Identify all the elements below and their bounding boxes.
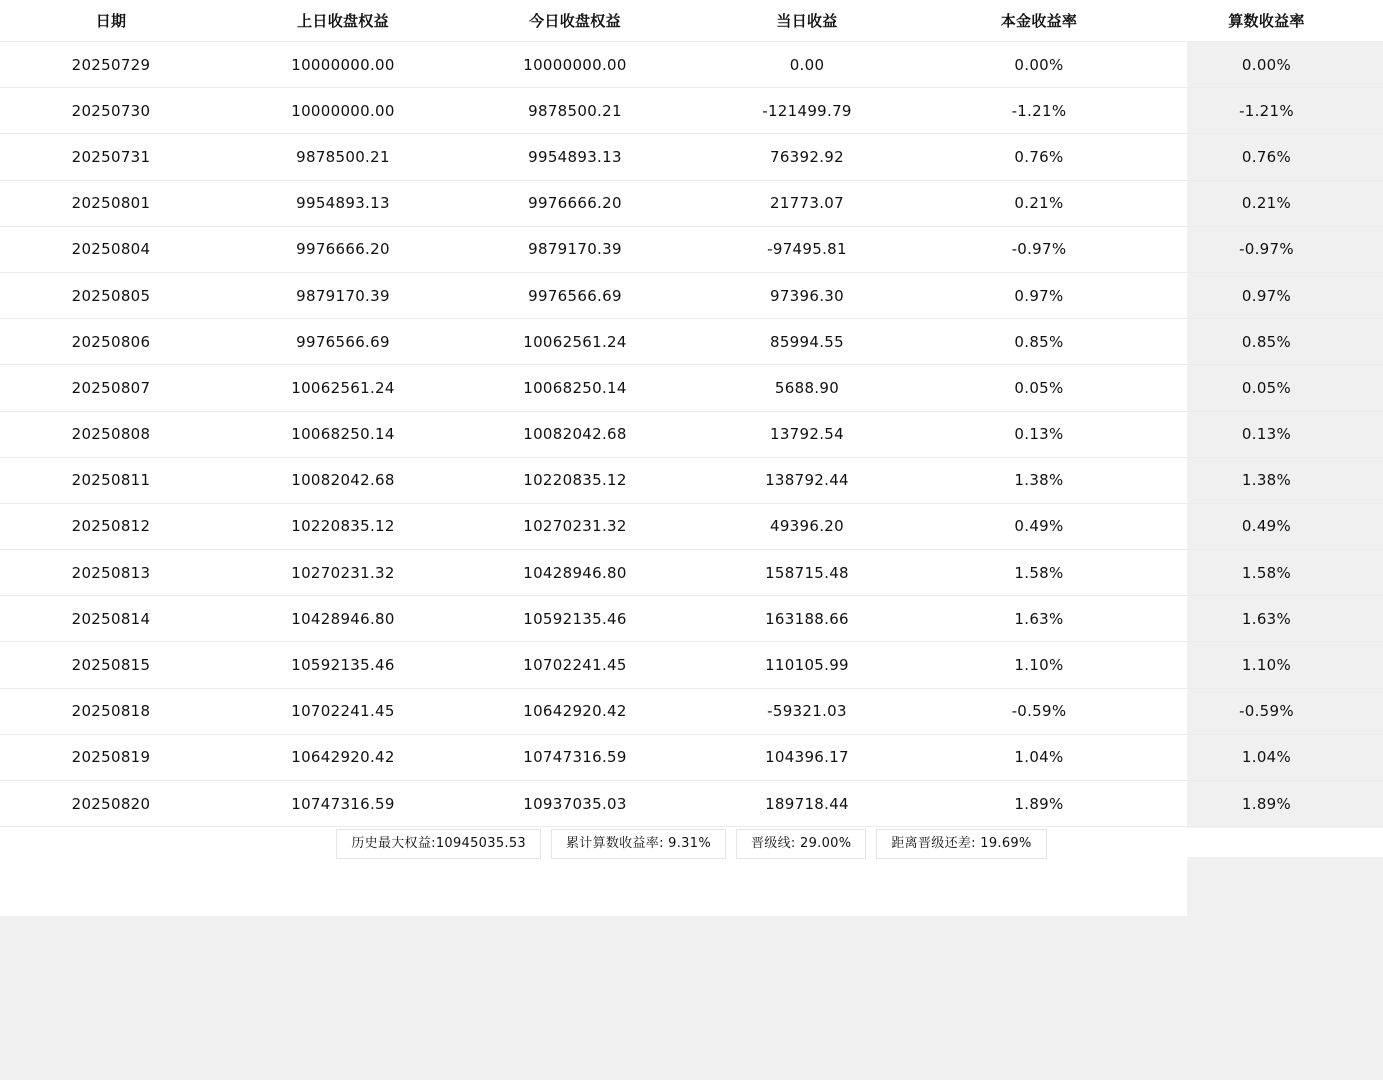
arithmetic-return-rate-cell: 1.10% [1241,656,1292,675]
arithmetic-return-rate-cell: 1.58% [1241,563,1292,582]
prev-close-equity-cell: 10062561.24 [291,378,395,397]
today-close-equity-cell: 10220835.12 [523,471,627,490]
table-row [0,596,1383,642]
prev-close-equity-cell: 10000000.00 [291,55,395,74]
arithmetic-return-rate-cell: 1.63% [1241,609,1292,628]
today-close-equity-cell: 9976666.20 [528,194,622,213]
arithmetic-return-rate-cell: 1.89% [1241,794,1292,813]
principal-return-rate-cell: 1.04% [1014,748,1064,767]
promotion-line-label: 晋级线: 29.00% [736,829,866,859]
principal-return-rate-cell: 1.89% [1014,794,1064,813]
daily-profit-cell: 0.00 [789,55,825,74]
principal-return-rate-cell: 0.85% [1014,332,1064,351]
arithmetic-return-rate-cell: 1.38% [1241,471,1292,490]
prev-close-equity-cell: 10592135.46 [291,656,395,675]
table-row [0,550,1383,596]
today-close-equity-cell: 9976566.69 [528,286,622,305]
prev-close-equity-cell: 9954893.13 [296,194,390,213]
principal-return-rate-cell: 0.49% [1014,517,1064,536]
table-row [0,134,1383,180]
principal-return-rate-cell: 0.13% [1014,425,1064,444]
prev-close-equity-cell: 9878500.21 [296,147,390,166]
daily-profit-cell: 85994.55 [770,332,844,351]
column-header-daily-profit: 当日收益 [776,12,838,30]
date-cell: 20250807 [71,378,151,397]
date-cell: 20250729 [71,55,151,74]
table-row [0,181,1383,227]
date-cell: 20250801 [71,194,151,213]
distance-to-promotion-label: 距离晋级还差: 19.69% [876,829,1046,859]
prev-close-equity-cell: 10270231.32 [291,563,395,582]
daily-profit-cell: 104396.17 [765,748,849,767]
date-cell: 20250806 [71,332,151,351]
arithmetic-return-rate-cell: -0.97% [1239,240,1294,259]
table-header-row [0,0,1383,42]
date-cell: 20250811 [71,471,151,490]
principal-return-rate-cell: 1.10% [1014,656,1064,675]
table-row [0,504,1383,550]
today-close-equity-cell: 10270231.32 [523,517,627,536]
prev-close-equity-cell: 10428946.80 [291,609,395,628]
daily-profit-cell: 110105.99 [765,656,849,675]
principal-return-rate-cell: 1.58% [1014,563,1064,582]
daily-profit-cell: 5688.90 [774,378,840,397]
principal-return-rate-cell: 0.76% [1014,147,1064,166]
prev-close-equity-cell: 9976566.69 [296,332,390,351]
date-cell: 20250818 [71,702,151,721]
table-row [0,642,1383,688]
column-header-today-close-equity: 今日收盘权益 [529,12,621,30]
prev-close-equity-cell: 10000000.00 [291,101,395,120]
daily-profit-cell: -97495.81 [767,240,847,259]
today-close-equity-cell: 10747316.59 [523,748,627,767]
today-close-equity-cell: 9879170.39 [528,240,622,259]
today-close-equity-cell: 10082042.68 [523,425,627,444]
date-cell: 20250804 [71,240,151,259]
date-cell: 20250819 [71,748,151,767]
table-row [0,319,1383,365]
daily-profit-cell: 76392.92 [770,147,844,166]
date-cell: 20250812 [71,517,151,536]
daily-profit-cell: 138792.44 [765,471,849,490]
daily-profit-cell: 21773.07 [770,194,844,213]
daily-profit-cell: 13792.54 [770,425,844,444]
principal-return-rate-cell: -0.97% [1011,240,1067,259]
prev-close-equity-cell: 9976666.20 [296,240,390,259]
table-body [0,42,1383,827]
table-row [0,689,1383,735]
table-row [0,412,1383,458]
today-close-equity-cell: 9878500.21 [528,101,622,120]
date-cell: 20250805 [71,286,151,305]
date-cell: 20250820 [71,794,151,813]
max-equity-label: 历史最大权益:10945035.53 [336,829,541,859]
today-close-equity-cell: 10642920.42 [523,702,627,721]
table-row [0,458,1383,504]
date-cell: 20250808 [71,425,151,444]
arithmetic-return-rate-cell: 1.04% [1241,748,1292,767]
daily-profit-cell: 49396.20 [770,517,844,536]
arithmetic-return-rate-cell: 0.13% [1241,425,1292,444]
column-header-prev-close-equity: 上日收盘权益 [297,12,389,30]
today-close-equity-cell: 10428946.80 [523,563,627,582]
daily-profit-cell: 163188.66 [765,609,849,628]
table-row [0,42,1383,88]
today-close-equity-cell: 10702241.45 [523,656,627,675]
prev-close-equity-cell: 10702241.45 [291,702,395,721]
arithmetic-return-rate-cell: 0.21% [1241,194,1292,213]
date-cell: 20250813 [71,563,151,582]
column-header-date: 日期 [95,12,127,30]
today-close-equity-cell: 10937035.03 [523,794,627,813]
today-close-equity-cell: 9954893.13 [528,147,622,166]
principal-return-rate-cell: -1.21% [1011,101,1067,120]
table-row [0,365,1383,411]
column-header-arithmetic-return-rate: 算数收益率 [1228,12,1305,30]
table-row [0,735,1383,781]
prev-close-equity-cell: 10642920.42 [291,748,395,767]
column-header-principal-return-rate: 本金收益率 [1000,12,1078,30]
prev-close-equity-cell: 10747316.59 [291,794,395,813]
date-cell: 20250731 [71,147,151,166]
table-row [0,227,1383,273]
date-cell: 20250730 [71,101,151,120]
principal-return-rate-cell: 1.63% [1014,609,1064,628]
arithmetic-return-rate-cell: 0.00% [1241,55,1292,74]
daily-profit-cell: -121499.79 [762,101,852,120]
today-close-equity-cell: 10592135.46 [523,609,627,628]
table-row [0,273,1383,319]
arithmetic-return-rate-cell: 0.76% [1241,147,1292,166]
principal-return-rate-cell: 0.00% [1014,55,1064,74]
date-cell: 20250814 [71,609,151,628]
summary-bar [0,829,1383,857]
today-close-equity-cell: 10068250.14 [523,378,627,397]
daily-profit-cell: 189718.44 [765,794,849,813]
table-row [0,88,1383,134]
prev-close-equity-cell: 10068250.14 [291,425,395,444]
principal-return-rate-cell: 0.21% [1014,194,1064,213]
arithmetic-return-rate-cell: 0.85% [1241,332,1292,351]
prev-close-equity-cell: 9879170.39 [296,286,390,305]
arithmetic-return-rate-cell: 0.97% [1241,286,1292,305]
arithmetic-return-rate-cell: -1.21% [1239,101,1294,120]
arithmetic-return-rate-cell: 0.49% [1241,517,1292,536]
daily-profit-cell: 97396.30 [770,286,844,305]
daily-profit-cell: 158715.48 [765,563,849,582]
principal-return-rate-cell: 0.05% [1014,378,1064,397]
daily-profit-cell: -59321.03 [767,702,847,721]
principal-return-rate-cell: 0.97% [1014,286,1064,305]
prev-close-equity-cell: 10220835.12 [291,517,395,536]
arithmetic-return-rate-cell: -0.59% [1239,702,1294,721]
table-row [0,781,1383,827]
arithmetic-return-rate-cell: 0.05% [1241,378,1292,397]
principal-return-rate-cell: 1.38% [1014,471,1064,490]
today-close-equity-cell: 10000000.00 [523,55,627,74]
date-cell: 20250815 [71,656,151,675]
today-close-equity-cell: 10062561.24 [523,332,627,351]
prev-close-equity-cell: 10082042.68 [291,471,395,490]
principal-return-rate-cell: -0.59% [1011,702,1067,721]
cumulative-return-label: 累计算数收益率: 9.31% [551,829,726,859]
